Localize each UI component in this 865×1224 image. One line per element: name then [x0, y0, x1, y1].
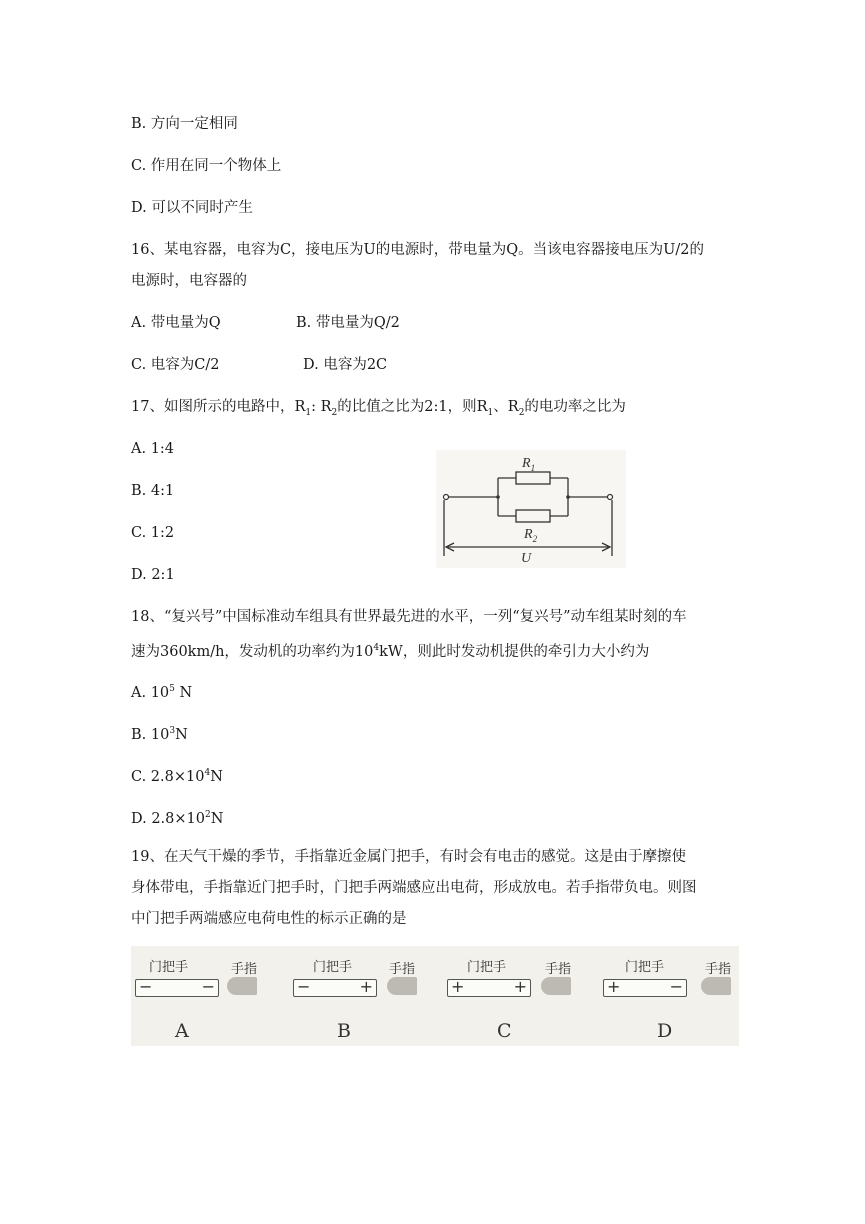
q16-option-b: B. 带电量为Q/2 — [296, 315, 400, 331]
finger-label: 手指 — [231, 962, 258, 977]
right-charge-sign: + — [513, 977, 527, 996]
q17-stem: 17、如图所示的电路中，$R_1$: $R_2$的比值之比为2:1，则$R_1$、$R_2$的电功率之比为 — [131, 399, 626, 418]
resistor-r1 — [516, 472, 550, 484]
circuit-diagram — [436, 450, 626, 568]
q17-option-d: D. 2:1 — [131, 567, 175, 583]
finger-label: 手指 — [545, 962, 572, 977]
q19-stem-line1: 19、在天气干燥的季节，手指靠近金属门把手，有时会有电击的感觉。这是由于摩擦使 — [131, 849, 686, 865]
finger-label: 手指 — [389, 962, 416, 977]
r2-label: R — [524, 527, 533, 542]
q18-option-c: C. $2.8\times 10^4N$ — [131, 768, 223, 785]
panel-a — [131, 946, 283, 1046]
right-charge-sign: − — [669, 977, 683, 996]
svg-text:R1 — [521, 456, 535, 473]
q15-option-d: D. 可以不同时产生 — [131, 200, 253, 216]
q18-option-a: A. $10^5$ N — [131, 684, 193, 701]
q19-stem-line2: 身体带电，手指靠近门把手时，门把手两端感应出电荷，形成放电。若手指带负电。则图 — [131, 880, 697, 896]
door-handle-label: 门把手 — [149, 960, 189, 975]
q17-option-a: A. 1:4 — [131, 441, 175, 457]
q16-option-a: A. 带电量为Q — [131, 315, 221, 331]
right-charge-sign: + — [359, 977, 373, 996]
q16-option-d: D. 电容为2C — [303, 357, 388, 373]
junction-left — [496, 495, 500, 499]
circuit-svg — [436, 450, 626, 568]
r2-subscript: 2 — [532, 534, 538, 544]
panel-c — [445, 946, 597, 1046]
svg-text:R2 — [523, 527, 538, 544]
door-handle — [293, 979, 377, 997]
q15-option-b: B. 方向一定相同 — [131, 116, 238, 132]
panel-letter: B — [337, 1020, 351, 1042]
q18-stem-line1: 18、“复兴号”中国标准动车组具有世界最先进的水平，一列“复兴号”动车组某时刻的车 — [131, 609, 687, 625]
q17-option-c: C. 1:2 — [131, 525, 175, 541]
left-charge-sign: + — [607, 977, 621, 996]
door-handle-label: 门把手 — [313, 960, 353, 975]
u-label: U — [521, 551, 532, 566]
finger-shape — [227, 977, 257, 995]
q18-option-b: B. $10^3N$ — [131, 726, 188, 743]
left-charge-sign: − — [139, 977, 153, 996]
door-handle — [447, 979, 531, 997]
panel-letter: C — [497, 1020, 512, 1042]
finger-shape — [541, 977, 571, 995]
terminal-left — [444, 495, 449, 500]
resistor-r2 — [516, 510, 550, 522]
finger-label: 手指 — [705, 962, 732, 977]
q16-option-c: C. 电容为C/2 — [131, 357, 220, 373]
door-handle — [603, 979, 687, 997]
panel-b — [289, 946, 441, 1046]
finger-shape — [701, 977, 731, 995]
door-handle-label: 门把手 — [467, 960, 507, 975]
panel-letter: D — [657, 1020, 673, 1042]
q18-stem-line2: 速为360km/h，发动机的功率约为$10^4kW$，则此时发动机提供的牵引力大小约为 — [131, 643, 650, 660]
q18-option-d: D. $2.8\times 10^2N$ — [131, 810, 224, 827]
door-handle-figure — [131, 946, 739, 1046]
q16-stem-line1: 16、某电容器，电容为C，接电压为U的电源时，带电量为Q。当该电容器接电压为U/2的 — [131, 242, 704, 258]
door-handle-label: 门把手 — [625, 960, 665, 975]
r1-label: R — [522, 456, 531, 471]
q15-option-c: C. 作用在同一个物体上 — [131, 158, 282, 174]
right-charge-sign: − — [201, 977, 215, 996]
left-charge-sign: + — [451, 977, 465, 996]
terminal-right — [608, 495, 613, 500]
door-handle — [135, 979, 219, 997]
q16-stem-line2: 电源时，电容器的 — [131, 273, 247, 289]
left-charge-sign: − — [297, 977, 311, 996]
panel-letter: A — [175, 1020, 189, 1042]
junction-right — [566, 495, 570, 499]
q17-option-b: B. 4:1 — [131, 483, 175, 499]
r1-subscript: 1 — [530, 463, 536, 473]
panel-d — [597, 946, 749, 1046]
q19-stem-line3: 中门把手两端感应电荷电性的标示正确的是 — [131, 911, 407, 927]
finger-shape — [387, 977, 417, 995]
